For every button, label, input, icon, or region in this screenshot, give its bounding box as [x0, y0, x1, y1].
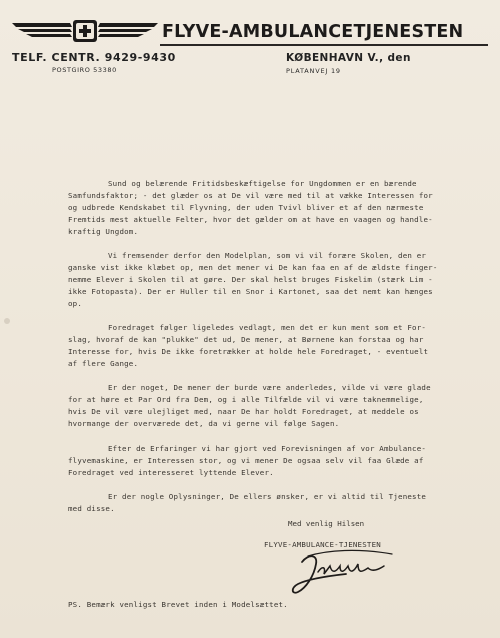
paragraph: Efter de Erfaringer vi har gjort ved Forevisningen af vor Ambulance- flyvemaskine, er Interessen stor, og vi mener De ogsaa selv vil faa Glæde af Foredraget ved interesseret lyttende Elever.	[68, 443, 427, 477]
paragraph: Foredraget følger ligeledes vedlagt, men det er kun ment som et For- slag, hvoraf de kan "plukke" det ud, De mener, at Børnene kan forstaa og har Interesse for, hvis De ikke foretrækker at holde hele Foredraget, - eventuelt af flere Gange.	[68, 323, 429, 368]
punch-hole	[4, 318, 10, 324]
paragraph: Sund og belærende Fritidsbeskæftigelse for Ungdommen er en bærende Samfundsfaktor; - det glæder os at De vil være med til at vække Interessen for og udbrede Kendskabet til Flyvning, der uden Tvivl bliver et af den nærmeste Fremtids mest aktuelle Felter, hvor det gælder om at have en vaagen og handle- kraftig Ungdom.	[68, 179, 433, 236]
city-date-line: KØBENHAVN V., den	[286, 52, 411, 64]
signature-organization: FLYVE-AMBULANCE-TJENESTEN	[264, 540, 381, 549]
letterhead-rule	[160, 44, 488, 46]
postscript: PS. Bemærk venligst Brevet inden i Modelsættet.	[68, 600, 288, 609]
closing-salutation: Med venlig Hilsen	[288, 519, 365, 528]
postgiro-number: POSTGIRO 53380	[52, 66, 117, 74]
winged-ambulance-emblem-icon	[10, 18, 160, 46]
street-address: PLATANVEJ 19	[286, 67, 341, 75]
paragraph: Er der nogle Oplysninger, De ellers ønsker, er vi altid til Tjeneste med disse.	[68, 492, 427, 513]
phone-number: TELF. CENTR. 9429-9430	[12, 51, 176, 64]
paragraph: Vi fremsender derfor den Modelplan, som vi vil forære Skolen, den er ganske vist ikke klæbet op, men det mener vi De kan faa en af de ældste finger- nemme Elever i Skolen til at gøre. Der skal helst bruges Fiskelim (stærk Lim - ikke Fotopasta). Der er Huller til en Snor i Kartonet, saa det nemt kan hænges op.	[68, 251, 438, 308]
paragraph: Er der noget, De mener der burde være anderledes, vilde vi være glade for at høre et Par Ord fra Dem, og i alle Tilfælde vil vi være taknemmelige, hvis De vil være ulejliget med, naar De har holdt Foredraget, at meddele os hvormange der overværede det, da vi gerne vil følge Sagen.	[68, 383, 431, 429]
handwritten-signature-icon	[288, 548, 398, 598]
letterhead	[8, 14, 492, 86]
organization-name: FLYVE-AMBULANCETJENESTEN	[162, 22, 464, 42]
letter-body	[68, 178, 470, 527]
